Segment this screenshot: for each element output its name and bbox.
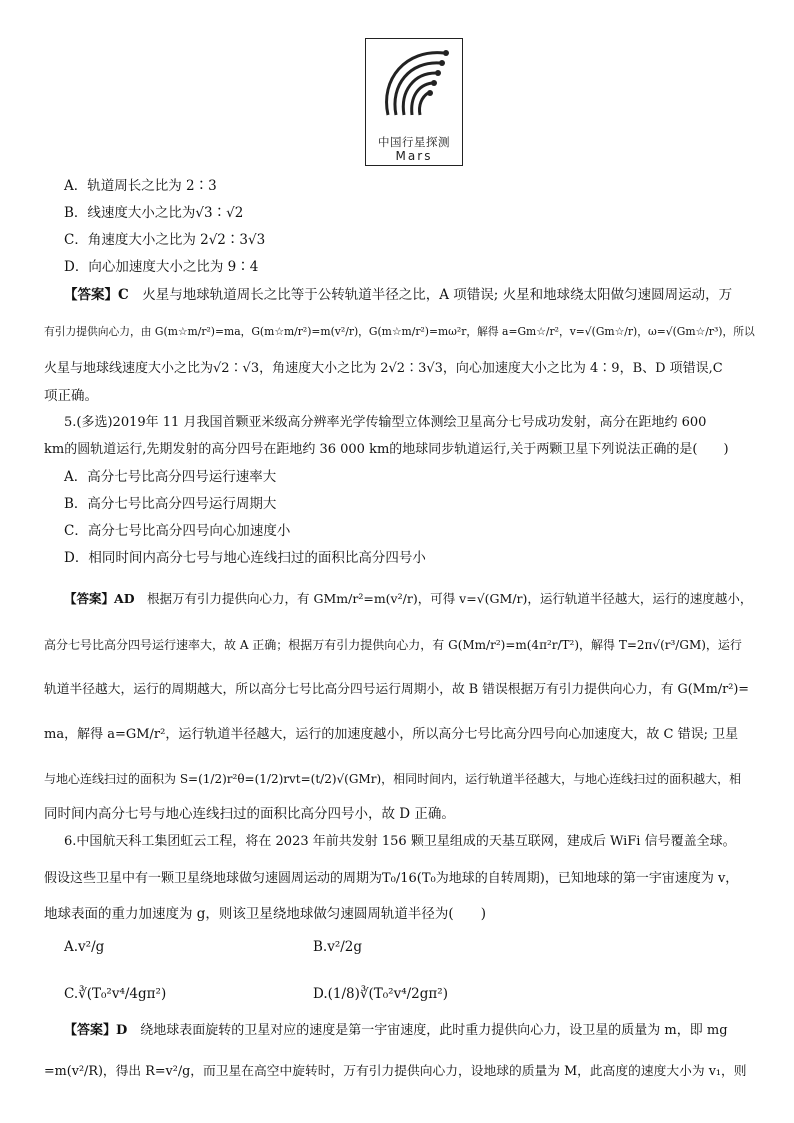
q5-option-a: A．高分七号比高分四号运行速率大 (64, 469, 277, 485)
q5-option-c: C．高分七号比高分四号向心加速度小 (64, 523, 291, 539)
q4-answer-line4: 项正确。 (44, 388, 98, 404)
q5-stem-line1: 5.(多选)2019年 11 月我国首颗亚米级高分辨率光学传输型立体测绘卫星高分七号成功发射，高分在距地约 600 (64, 415, 707, 430)
q6-answer-line1: 【答案】D 绕地球表面旋转的卫星对应的速度是第一宇宙速度，此时重力提供向心力，设卫星的质量为 m，即 mg (64, 1023, 728, 1038)
q4-option-d: D．向心加速度大小之比为 9∶4 (64, 259, 259, 275)
q6-option-c: C.∛(T₀²v⁴/4gπ²) (64, 986, 167, 1002)
q5-answer-line4: ma，解得 a=GM/r²，运行轨道半径越大，运行的加速度越小，所以高分七号比高分四号向心加速度大，故 C 错误; 卫星 (44, 727, 739, 742)
q6-stem-line3: 地球表面的重力加速度为 g，则该卫星绕地球做匀速圆周轨道半径为( ) (44, 906, 486, 922)
answer-marker: 【答案】C (64, 287, 129, 303)
q6-option-d: D.(1/8)∛(T₀²v⁴/2gπ²) (313, 986, 448, 1002)
q5-answer-line3: 轨道半径越大，运行的周期越大，所以高分七号比高分四号运行周期小，故 B 错误根据万有引力提供向心力，有 G(Mm/r²)= (44, 682, 749, 697)
q6-answer-line2: =m(v²/R)，得出 R=v²/g，而卫星在高空中旋转时，万有引力提供向心力，设地球的质量为 M，此高度的速度大小为 v₁，则 (44, 1064, 747, 1079)
logo-cn-text: 中国行星探测 (378, 135, 450, 149)
mars-orbit-icon (366, 39, 462, 135)
q5-option-b: B．高分七号比高分四号运行周期大 (64, 496, 277, 512)
q4-answer-line1: 【答案】C 火星与地球轨道周长之比等于公转轨道半径之比，A 项错误; 火星和地球绕太阳做匀速圆周运动，万 (64, 287, 733, 303)
answer-marker: 【答案】AD (64, 591, 135, 606)
answer-marker: 【答案】D (64, 1023, 128, 1038)
q5-stem-line2: km的圆轨道运行,先期发射的高分四号在距地约 36 000 km的地球同步轨道运行,关于两颗卫星下列说法正确的是( ) (44, 442, 729, 457)
q5-answer-line2: 高分七号比高分四号运行速率大，故 A 正确；根据万有引力提供向心力，有 G(Mm/r²)=m(4π²r/T²)，解得 T=2π√(r³/GM)，运行 (44, 638, 742, 652)
q4-option-c: C．角速度大小之比为 2√2∶3√3 (64, 232, 266, 248)
logo-en-text: Mars (395, 149, 433, 163)
q4-answer-line2: 有引力提供向心力，由 G(m☆m/r²)=ma，G(m☆m/r²)=m(v²/r)，G(m☆m/r²)=mω²r，解得 a=Gm☆/r²，v=√(Gm☆/r)，ω=√(Gm☆/r³)，所以 (44, 325, 755, 338)
q5-answer-line1: 【答案】AD 根据万有引力提供向心力，有 GMm/r²=m(v²/r)，可得 v=√(GM/r)，运行轨道半径越大，运行的速度越小， (64, 591, 753, 606)
q6-stem-line1: 6.中国航天科工集团虹云工程，将在 2023 年前共发射 156 颗卫星组成的天基互联网，建成后 WiFi 信号覆盖全球。 (64, 834, 736, 849)
q4-option-b: B．线速度大小之比为√3∶√2 (64, 205, 244, 221)
q5-option-d: D．相同时间内高分七号与地心连线扫过的面积比高分四号小 (64, 550, 426, 566)
q4-answer-line3: 火星与地球线速度大小之比为√2∶√3，角速度大小之比为 2√2∶3√3，向心加速度大小之比为 4∶9，B、D 项错误,C (44, 361, 723, 376)
q6-stem-line2: 假设这些卫星中有一颗卫星绕地球做匀速圆周运动的周期为T₀/16(T₀为地球的自转周期)，已知地球的第一宇宙速度为 v， (44, 871, 739, 886)
q5-answer-line6: 同时间内高分七号与地心连线扫过的面积比高分四号小，故 D 正确。 (44, 806, 455, 822)
mars-logo (365, 38, 463, 166)
q4-option-a: A．轨道周长之比为 2∶3 (64, 178, 217, 194)
q6-option-b: B.v²/2g (313, 939, 363, 955)
q5-answer-line5: 与地心连线扫过的面积为 S=(1/2)r²θ=(1/2)rvt=(t/2)√(GMr)，相同时间内，运行轨道半径越大，与地心连线扫过的面积越大，相 (44, 772, 742, 786)
q6-option-a: A.v²/g (64, 939, 105, 955)
